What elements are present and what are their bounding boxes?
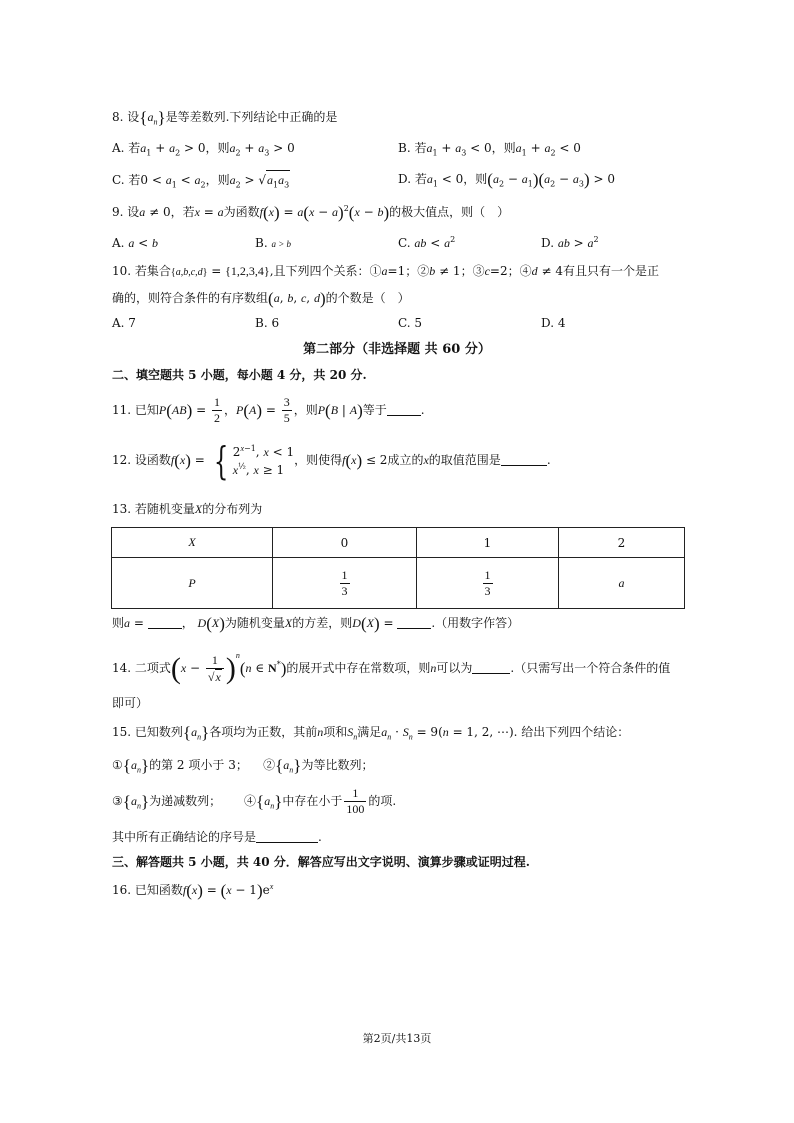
q9-options [112, 234, 712, 252]
q14-line2: 即可） [112, 696, 149, 710]
q15-conclusions-row1: $①\{a_n\}$的第 2 项小于 3； $②\{a_n\}$为等比数列； [112, 756, 374, 775]
table-cell: X [112, 528, 273, 558]
q10-options [112, 314, 712, 332]
q9-option-b: B. a > b [255, 236, 292, 250]
q12: 12. 设函数f(x) = { $2^{x-1}$, x < 1 $x^{\frac{1}{2}}$, x ≥ 1 ，则使得f(x) ≤ 2成立的x的取值范围是 . [112, 438, 551, 483]
table-cell: 0 [273, 528, 417, 558]
table-cell: $\frac{1}{3}$ [417, 558, 559, 609]
q15-answer: 其中所有正确结论的序号是 . [112, 830, 322, 844]
q10-stem-line1: 10. 若集合{a,b,c,d} = {1,2,3,4},且下列四个关系：①a=1；②b ≠ 1；③c=2；④d ≠ 4有且只有一个是正 [112, 264, 659, 278]
table-cell: 2 [559, 528, 685, 558]
q13-after: 则a = ， D(X)为随机变量X的方差，则D(X) = .（用数字作答） [112, 614, 520, 633]
q10-option-a: A. 7 [112, 316, 136, 330]
q14-line1: 14. 二项式(x − $\frac{1}{√x}$ )$^n$(n ∈ N*)的展开式中存在常数项，则n可以为 .（只需写出一个符合条件的值 [112, 651, 671, 685]
q8-option-b: B. 若$a_1 + a_3 < 0$，则$a_1 + a_2 < 0$ [398, 141, 581, 158]
q13-stem: 13. 若随机变量X的分布列为 [112, 502, 263, 516]
part2-title: 第二部分（非选择题 共 60 分） [303, 342, 491, 357]
q11: 11. 已知P(AB) = $\frac{1}{2}$ ，P(A) = $\frac{3}{5}$ ，则P(B | A)等于 . [112, 395, 425, 425]
q15-stem: 15. 已知数列$\{a_n\}$各项均为正数，其前n项和$S_n$满足$a_n \cdot S_n = 9(n = 1$, 2, ⋯). 给出下列四个结论： [112, 723, 630, 742]
section3-title: 三、解答题共 5 小题，共 40 分．解答应写出文字说明、演算步骤或证明过程. [112, 855, 530, 869]
q8-option-c: C. 若$0 < a_1 < a_2$，则$a_2 > √a_1a_3$ [112, 170, 290, 189]
table-prob-row [112, 558, 685, 609]
q9-option-c: C. ab < $a^2$ [398, 235, 456, 250]
q8-option-a: A. 若$a_1 + a_2 > 0$，则$a_2 + a_3 > 0$ [112, 141, 295, 158]
q16: 16. 已知函数$f(x) = (x - 1)e^x$ [112, 881, 274, 900]
page-footer: 第2页/共13页 [362, 1032, 432, 1045]
q8-stem: 8. 设$\{a_n\}$是等差数列.下列结论中正确的是 [112, 108, 338, 127]
q8-options-row1 [112, 139, 712, 157]
q10-stem-line2: 确的，则符合条件的有序数组(a, b, c, d)的个数是（ ） [112, 289, 410, 308]
table-header-row [112, 528, 685, 558]
q8-options-row2 [112, 170, 712, 188]
table-cell: P [112, 558, 273, 609]
table-cell: $\frac{1}{3}$ [273, 558, 417, 609]
q10-option-b: B. 6 [255, 316, 280, 330]
table-cell: a [559, 558, 685, 609]
q8-option-d: D. 若$a_1 < 0$，则$(a_2 - a_1)(a_2 - a_3) > 0$ [398, 170, 616, 189]
section2-title: 二、填空题共 5 小题，每小题 4 分，共 20 分. [112, 368, 367, 382]
q9-stem: 9. 设a ≠ 0，若x = a为函数$f(x) = a(x - a)^2(x - b)$的极大值点，则（ ） [112, 203, 510, 222]
q10-option-c: C. 5 [398, 316, 423, 330]
table-cell: 1 [417, 528, 559, 558]
q9-option-d: D. ab > $a^2$ [541, 235, 599, 250]
q10-option-d: D. 4 [541, 316, 566, 330]
q15-conclusions-row2: $③\{a_n\}$为递减数列； $④\{a_n\}$中存在小于 $\frac{1}{100}$ 的项. [112, 786, 397, 816]
q9-option-a: A. a < b [112, 236, 158, 250]
distribution-table [111, 527, 685, 609]
